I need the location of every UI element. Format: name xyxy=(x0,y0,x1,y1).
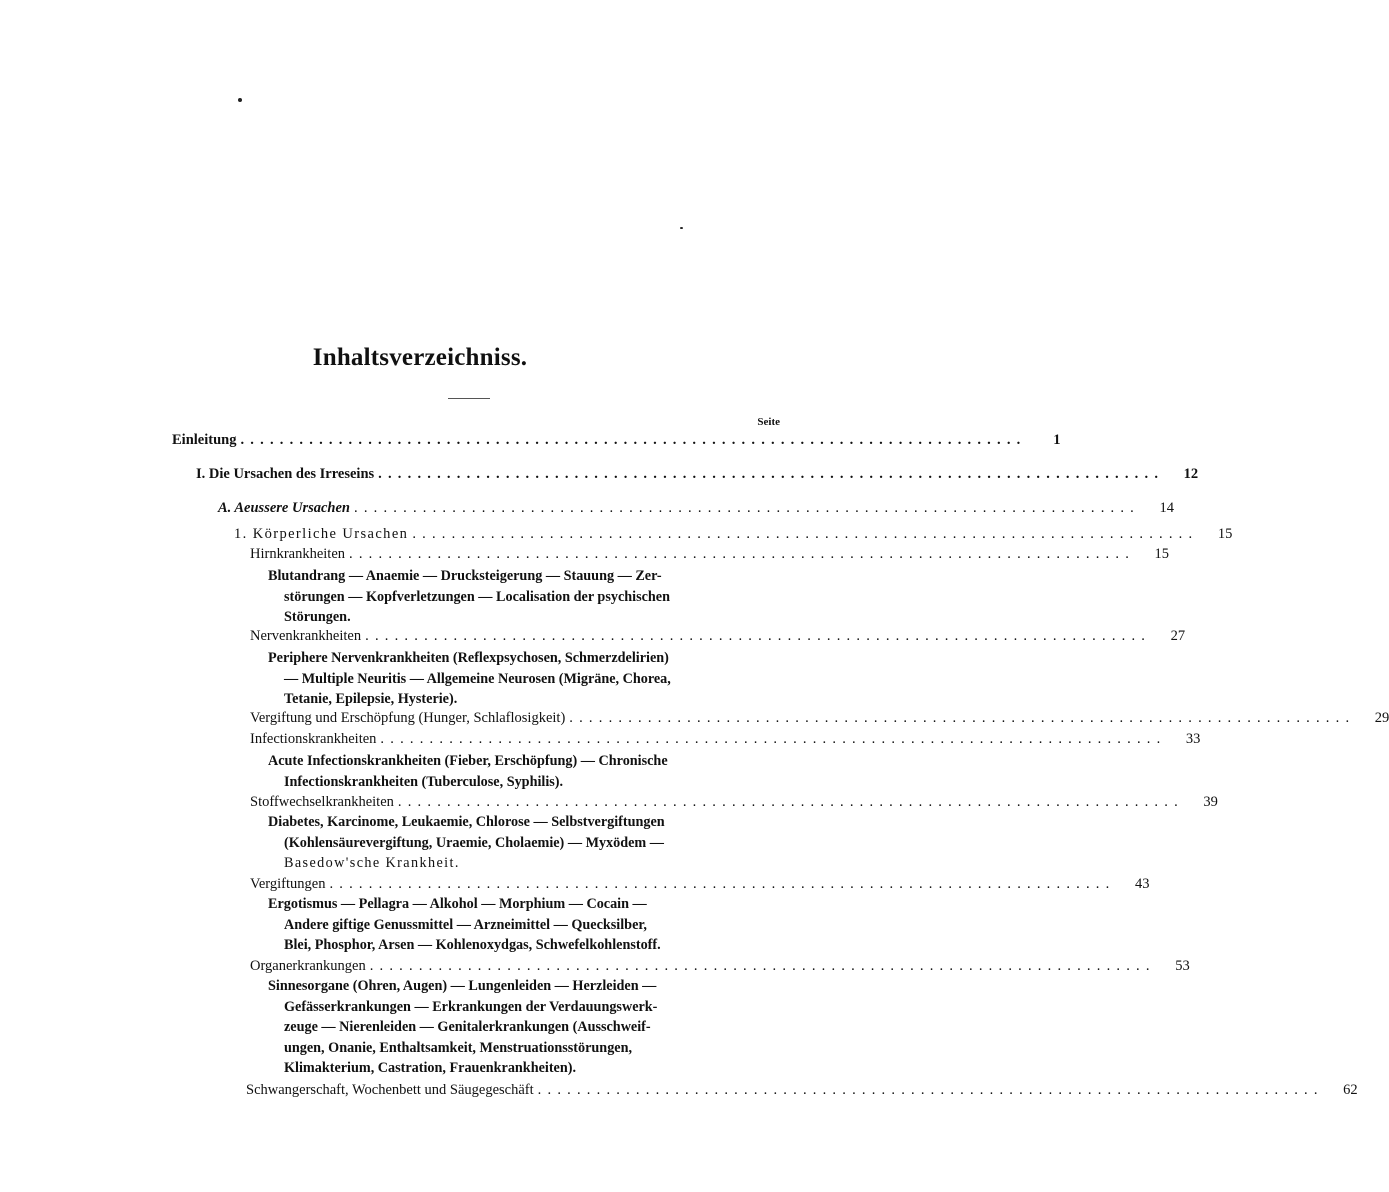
toc-entry-label: Stoffwechselkrankheiten xyxy=(250,794,394,810)
subtopic-line: Diabetes, Karcinome, Leukaemie, Chlorose — Selbstvergiftungen xyxy=(268,814,665,830)
toc-entry-page: 14 xyxy=(1159,500,1174,516)
toc-entry-label: Organerkrankungen xyxy=(250,958,366,974)
title-rule xyxy=(448,398,490,399)
toc-entry-page: 39 xyxy=(1203,794,1218,810)
dot-leader: ................................................................................ xyxy=(369,958,1156,974)
toc-entry-page: 53 xyxy=(1175,958,1190,974)
subtopic-line: zeuge — Nierenleiden — Genitalerkrankungen (Ausschweif- xyxy=(284,1019,651,1035)
toc-entry xyxy=(246,1080,1358,1100)
dot-leader: ................................................................................ xyxy=(329,876,1116,892)
dot-leader: ................................................................................ xyxy=(537,1082,1324,1098)
subtopic-line: Blei, Phosphor, Arsen — Kohlenoxydgas, Schwefelkohlenstoff. xyxy=(284,937,661,953)
toc-entry-page: 43 xyxy=(1134,876,1150,892)
subtopic-line: Acute Infectionskrankheiten (Fieber, Erschöpfung) — Chronische xyxy=(268,753,668,769)
subtopic-line: (Kohlensäurevergiftung, Uraemie, Cholaemie) — Myxödem — xyxy=(284,834,664,851)
toc-subtopics xyxy=(268,812,736,874)
toc-entry-label: 1. Körperliche Ursachen xyxy=(234,526,409,542)
toc-subtopics xyxy=(268,751,736,792)
subtopic-line: Blutandrang — Anaemie — Drucksteigerung — Stauung — Zer- xyxy=(268,568,662,584)
toc-entry-page: 15 xyxy=(1154,546,1170,562)
toc-entry-page: 1 xyxy=(1053,432,1061,448)
subtopic-line: ungen, Onanie, Enthaltsamkeit, Menstruationsstörungen, xyxy=(284,1039,633,1056)
toc-entry-label: Infectionskrankheiten xyxy=(250,731,377,747)
toc-subtopics xyxy=(268,976,736,1079)
toc-entry-page: 27 xyxy=(1170,628,1186,644)
toc-entry-label: Vergiftungen xyxy=(250,876,326,892)
toc-entry xyxy=(250,708,1389,728)
toc-entry xyxy=(250,874,1150,894)
subtopic-line: Tetanie, Epilepsie, Hysterie). xyxy=(284,691,458,707)
toc-entry-page: 29 xyxy=(1374,710,1389,726)
toc-entry xyxy=(234,524,1233,544)
subtopic-line: Basedow'sche Krankheit. xyxy=(284,855,460,871)
toc-subtopics xyxy=(268,648,736,710)
dot-leader: ................................................................................ xyxy=(397,794,1184,810)
toc-entry xyxy=(250,626,1186,646)
toc-entry xyxy=(250,956,1190,976)
dot-leader: ................................................................................ xyxy=(378,466,1165,482)
toc-entry xyxy=(196,464,1199,484)
dot-leader: ................................................................................ xyxy=(412,526,1199,542)
toc-entry xyxy=(250,544,1170,564)
toc-entry-label: Einleitung xyxy=(172,432,237,448)
page-column-header: Seite xyxy=(757,416,780,428)
subtopic-line: Infectionskrankheiten (Tuberculose, Syphilis). xyxy=(284,773,564,790)
subtopic-line: Andere giftige Genussmittel — Arzneimittel — Quecksilber, xyxy=(284,916,647,933)
toc-subtopics xyxy=(268,894,736,956)
toc-entry-page: 33 xyxy=(1185,731,1201,747)
subtopic-line: Gefässerkrankungen — Erkrankungen der Verdauungswerk- xyxy=(284,998,658,1015)
subtopic-line: Sinnesorgane (Ohren, Augen) — Lungenleiden — Herzleiden — xyxy=(268,978,657,994)
subtopic-line: Störungen. xyxy=(284,609,351,625)
dot-leader: ................................................................................ xyxy=(380,731,1167,747)
subtopic-line: Ergotismus — Pellagra — Alkohol — Morphium — Cocain — xyxy=(268,896,647,912)
toc-entry xyxy=(250,729,1201,749)
toc-entry-label: Schwangerschaft, Wochenbett und Säugegeschäft xyxy=(246,1082,534,1098)
dot-leader: ................................................................................ xyxy=(354,500,1140,516)
toc-entry-page: 62 xyxy=(1343,1082,1358,1098)
page-title: Inhaltsverzeichniss. xyxy=(312,344,528,371)
subtopic-line: Klimakterium, Castration, Frauenkrankheiten). xyxy=(284,1060,577,1076)
dot-leader: ................................................................................ xyxy=(365,628,1152,644)
toc-entry-page: 15 xyxy=(1217,526,1233,542)
toc-entry xyxy=(172,430,1061,450)
toc-subtopics xyxy=(268,566,736,628)
ink-speck xyxy=(238,98,242,102)
toc-entry xyxy=(218,498,1174,518)
toc-entry-label: A. Aeussere Ursachen xyxy=(218,500,350,516)
toc-entry-label: I. Die Ursachen des Irreseins xyxy=(196,466,375,482)
dot-leader: ................................................................................ xyxy=(569,710,1356,726)
toc-entry-label: Hirnkrankheiten xyxy=(250,546,346,562)
subtopic-line: — Multiple Neuritis — Allgemeine Neurosen (Migräne, Chorea, xyxy=(284,670,671,687)
dot-leader: ................................................................................ xyxy=(240,432,1027,448)
dot-leader: ................................................................................ xyxy=(349,546,1136,562)
ink-speck xyxy=(680,227,683,229)
subtopic-line: Periphere Nervenkrankheiten (Reflexpsychosen, Schmerzdelirien) xyxy=(268,650,669,666)
toc-entry-label: Nervenkrankheiten xyxy=(250,628,362,644)
toc-entry xyxy=(250,792,1218,812)
toc-entry-label: Vergiftung und Erschöpfung (Hunger, Schlaflosigkeit) xyxy=(250,710,566,726)
subtopic-line: störungen — Kopfverletzungen — Localisation der psychischen xyxy=(284,588,670,605)
toc-entry-page: 12 xyxy=(1183,466,1199,482)
